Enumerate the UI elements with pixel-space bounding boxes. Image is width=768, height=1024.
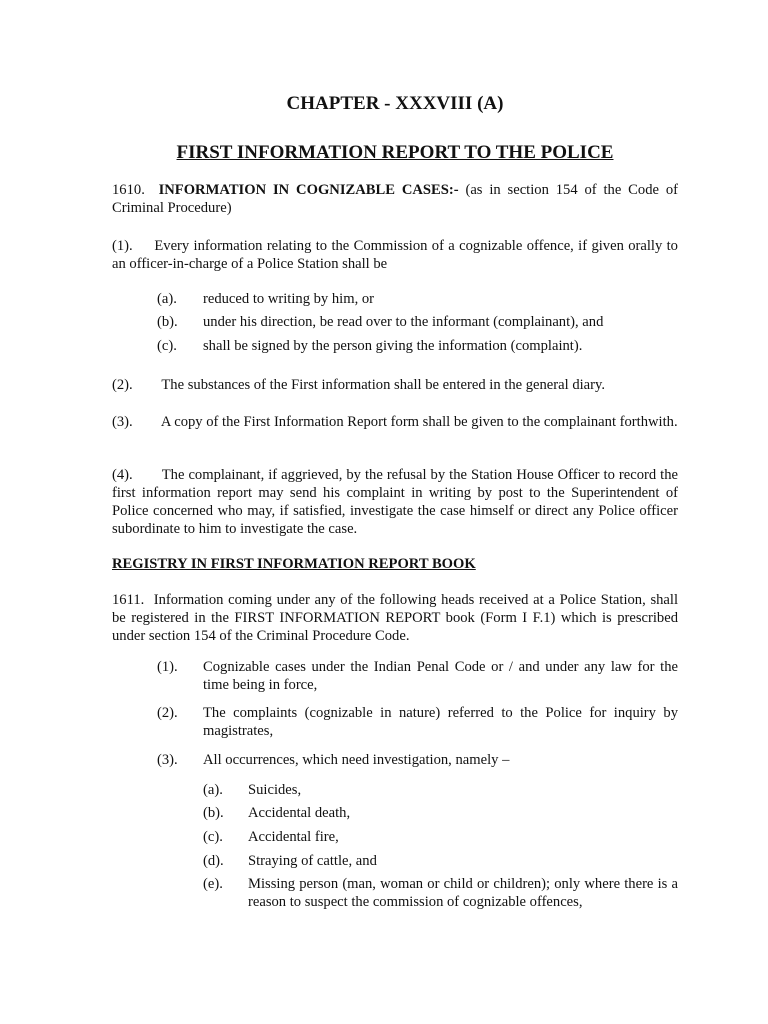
page-title: FIRST INFORMATION REPORT TO THE POLICE <box>176 142 614 163</box>
list-item-text: The complaints (cognizable in nature) referred to the Police for inquiry by magistrates, <box>203 705 678 739</box>
sub-list-item-label: (d). <box>203 853 224 869</box>
section-heading: INFORMATION IN COGNIZABLE CASES:- <box>158 182 459 198</box>
sub-list-item <box>203 875 678 911</box>
list-item-text: Cognizable cases under the Indian Penal Code or / and under any law for the time being in force, <box>203 659 678 693</box>
sub-list-item-text: Accidental death, <box>248 805 351 821</box>
paragraph-number: (2). <box>112 377 133 393</box>
sub-list-item-text: Accidental fire, <box>248 829 339 845</box>
sub-list-item-text: Straying of cattle, and <box>248 853 377 869</box>
list-item-label: (3). <box>157 752 178 768</box>
list-item-label: (a). <box>157 291 177 307</box>
paragraph-3 <box>112 413 678 431</box>
list-item-text: All occurrences, which need investigation, namely – <box>203 752 510 768</box>
list-item <box>157 658 678 694</box>
list-item-label: (c). <box>157 338 177 354</box>
section-1610 <box>112 181 678 217</box>
section-text: (as in section 154 of the Code of Criminal Procedure) <box>112 182 678 216</box>
sub-list-item-text: Suicides, <box>248 782 302 798</box>
sub-list-item <box>203 852 678 870</box>
list-item-label: (2). <box>157 705 178 721</box>
sub-list-item <box>203 781 678 799</box>
section-number: 1611. <box>112 592 145 608</box>
section-1611 <box>112 591 678 645</box>
chapter-heading: CHAPTER - XXXVIII (A) <box>286 93 504 114</box>
paragraph-4 <box>112 466 678 538</box>
sub-list-item <box>203 804 678 822</box>
sub-list-item <box>203 828 678 846</box>
paragraph-1 <box>112 237 678 273</box>
sub-list-item-label: (c). <box>203 829 223 845</box>
sub-list-item-text: Missing person (man, woman or child or children); only where there is a reason to suspect the commission of cognizable offences, <box>248 876 678 910</box>
paragraph-2 <box>112 376 678 394</box>
section-number: 1610. <box>112 182 145 198</box>
paragraph-text: Every information relating to the Commission of a cognizable offence, if given orally to an officer-in-charge of a Police Station shall be <box>112 238 678 272</box>
list-item-label: (1). <box>157 659 178 675</box>
list-item-text: shall be signed by the person giving the information (complaint). <box>203 338 583 354</box>
sub-list-item-label: (e). <box>203 876 223 892</box>
list-item <box>157 290 374 308</box>
list-item-text: reduced to writing by him, or <box>203 291 375 307</box>
paragraph-text: The complainant, if aggrieved, by the refusal by the Station House Officer to record the first information report may send his complaint in writing by post to the Superintendent of Police concerned who may, if satisfied, investigate the case himself or direct any Police officer subordinate to him to investigate the case. <box>112 467 678 537</box>
registry-heading: REGISTRY IN FIRST INFORMATION REPORT BOOK <box>112 556 476 572</box>
list-item <box>157 337 582 355</box>
list-item <box>157 313 603 331</box>
list-item-text: under his direction, be read over to the informant (complainant), and <box>203 314 604 330</box>
paragraph-number: (4). <box>112 467 133 483</box>
paragraph-number: (1). <box>112 238 133 254</box>
list-item <box>157 751 678 769</box>
paragraph-text: The substances of the First information shall be entered in the general diary. <box>161 377 606 393</box>
paragraph-number: (3). <box>112 414 133 430</box>
list-item-label: (b). <box>157 314 178 330</box>
list-item <box>157 704 678 740</box>
sub-list-item-label: (a). <box>203 782 223 798</box>
paragraph-text: A copy of the First Information Report form shall be given to the complainant forthwith. <box>160 414 678 430</box>
sub-list-item-label: (b). <box>203 805 224 821</box>
section-text: Information coming under any of the following heads received at a Police Station, shall be registered in the FIRST INFORMATION REPORT book (Form I F.1) which is prescribed under section 154 of the Criminal Procedure Code. <box>112 592 679 644</box>
